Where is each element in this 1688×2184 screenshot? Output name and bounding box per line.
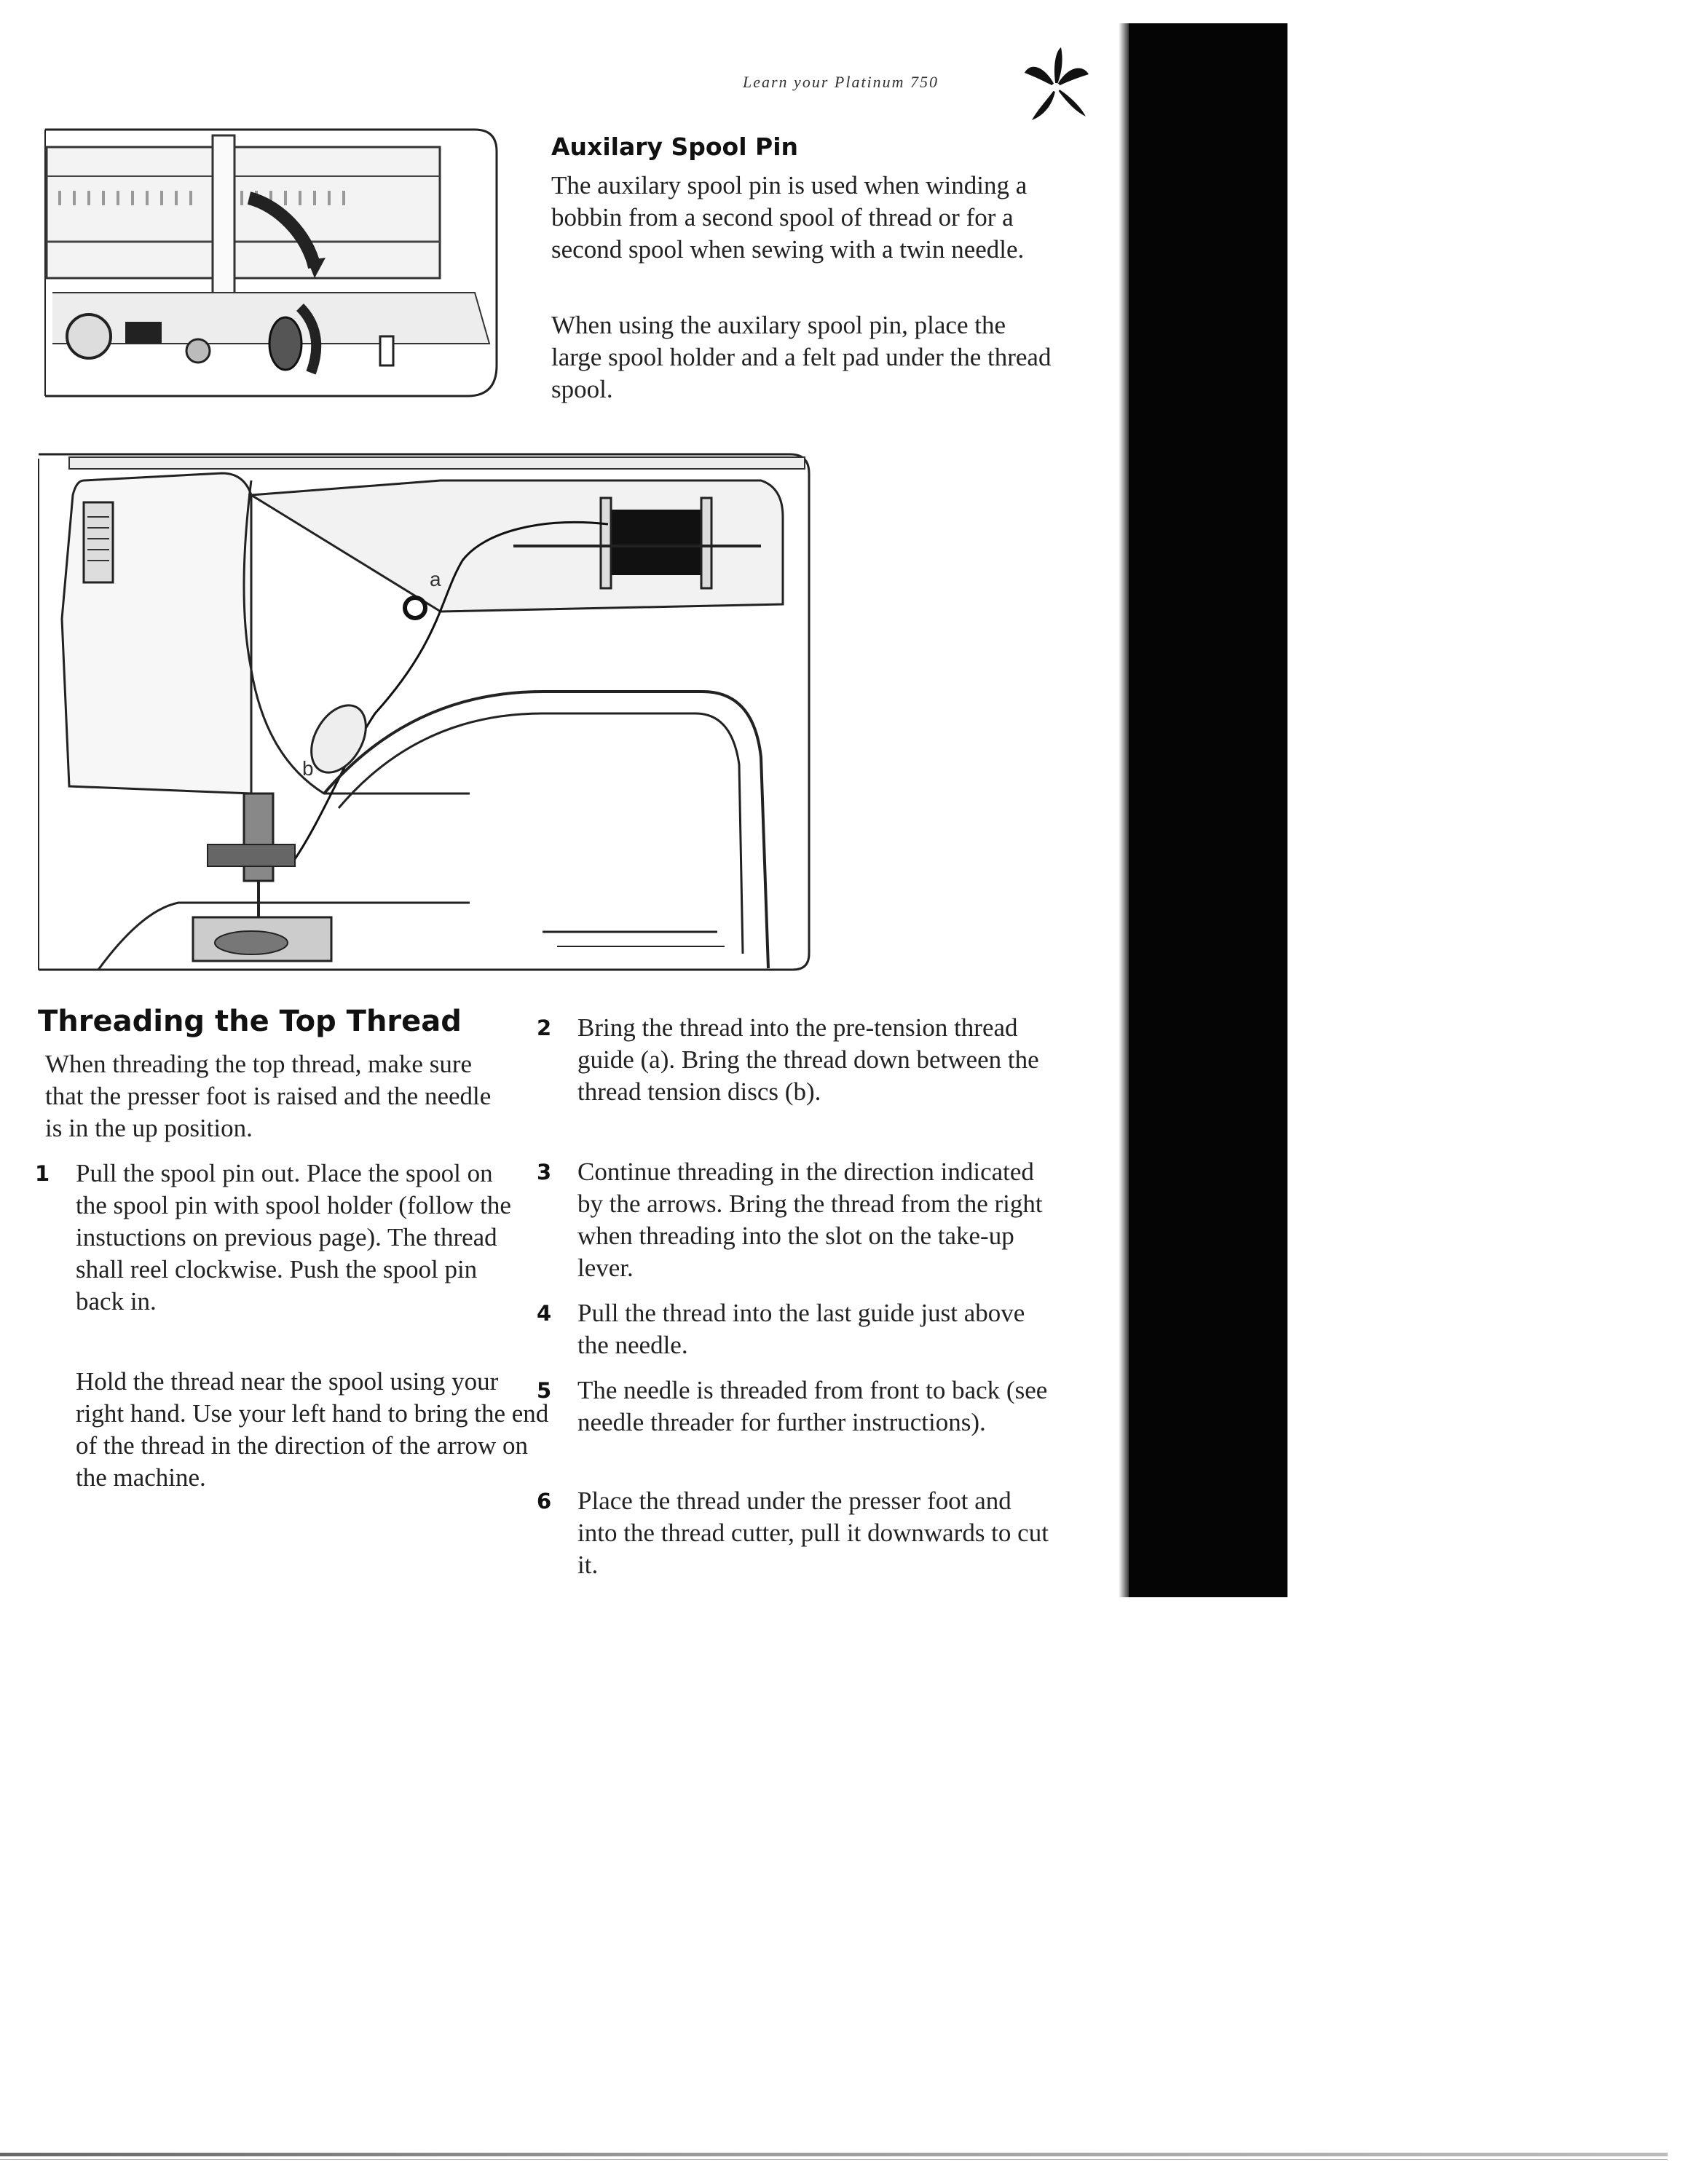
label-a: a bbox=[430, 568, 441, 590]
footer-rule-thin bbox=[0, 2159, 1668, 2160]
thread-section-title: Threading the Top Thread bbox=[38, 1005, 462, 1038]
auxiliary-spool-pin-illustration bbox=[38, 125, 501, 400]
step-text: The needle is threaded from front to back (see needle threader for further instructions). bbox=[577, 1376, 1048, 1436]
running-head: Learn your Platinum 750 bbox=[743, 73, 939, 91]
aux-section-title: Auxilary Spool Pin bbox=[551, 132, 799, 161]
step-number: 3 bbox=[537, 1160, 552, 1184]
step-text: Hold the thread near the spool using your right hand. Use your left hand to bring the end of the thread in the direction of the arrow on the machine. bbox=[76, 1367, 549, 1492]
step-number: 6 bbox=[537, 1489, 552, 1514]
label-b: b bbox=[302, 757, 314, 780]
step-text: Pull the thread into the last guide just above the needle. bbox=[577, 1299, 1025, 1359]
step-text: Pull the spool pin out. Place the spool on the spool pin with spool holder (follow the instuctions on previous page). The thread shall reel clockwise. Push the spool pin back in. bbox=[76, 1159, 511, 1315]
aux-paragraph-2: When using the auxilary spool pin, place the large spool holder and a felt pad under the thread spool. bbox=[551, 311, 1052, 403]
footer-rule bbox=[0, 2153, 1668, 2156]
step-text: Bring the thread into the pre-tension thread guide (a). Bring the thread down between the thread tension discs (b). bbox=[577, 1013, 1039, 1106]
sewing-machine-threading-illustration bbox=[33, 451, 812, 976]
flower-logo-icon bbox=[1016, 44, 1096, 127]
step-number: 4 bbox=[537, 1301, 552, 1326]
step-text: Continue threading in the direction indicated by the arrows. Bring the thread from the right when threading into the slot on the take-up lever. bbox=[577, 1158, 1043, 1282]
aux-paragraph-1: The auxilary spool pin is used when winding a bobbin from a second spool of thread or for a second spool when sewing with a twin needle. bbox=[551, 171, 1028, 264]
step-text: Place the thread under the presser foot and into the thread cutter, pull it downwards to cut it. bbox=[577, 1487, 1049, 1579]
scan-black-margin bbox=[1129, 23, 1287, 1597]
step-number: 2 bbox=[537, 1016, 552, 1040]
step-number: 1 bbox=[35, 1161, 50, 1186]
thread-intro: When threading the top thread, make sure that the presser foot is raised and the needle is in the up position. bbox=[45, 1050, 492, 1142]
step-number: 5 bbox=[537, 1378, 552, 1403]
